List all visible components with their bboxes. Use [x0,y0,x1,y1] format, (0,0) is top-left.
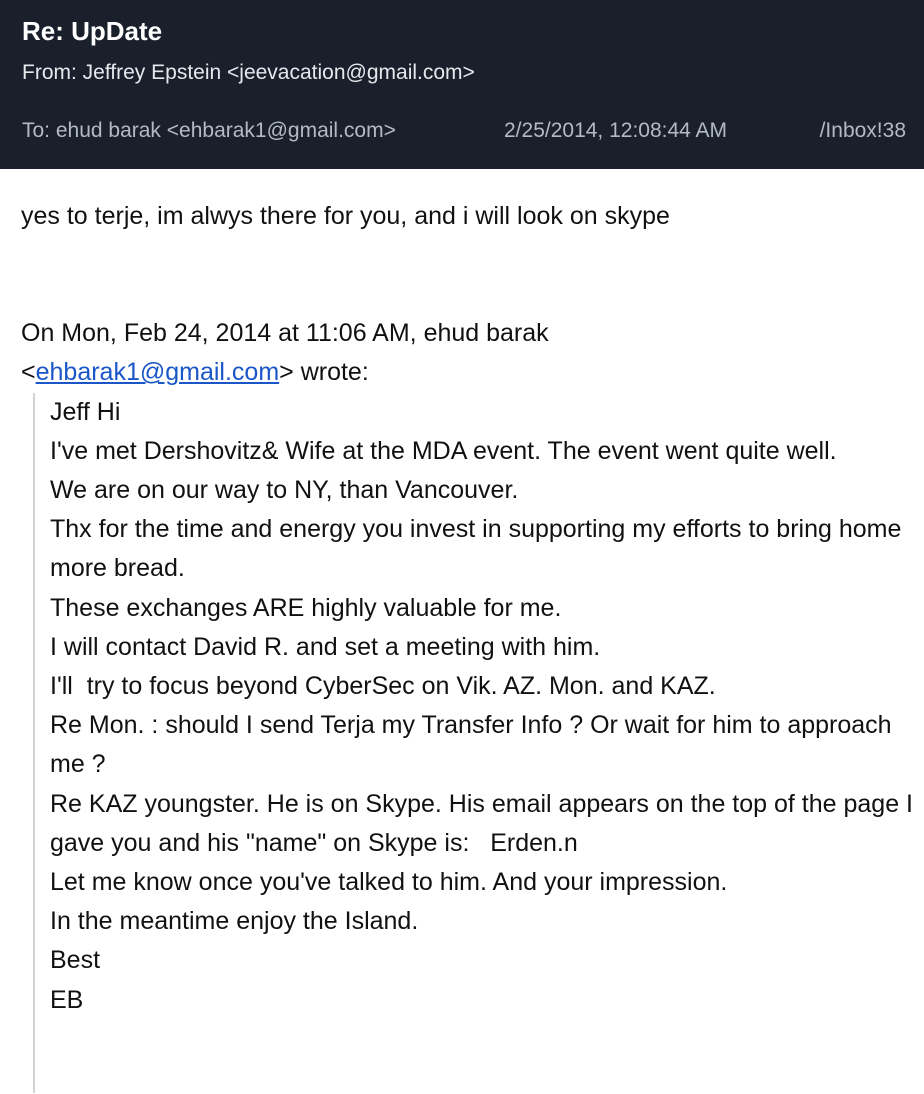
quoted-line: These exchanges ARE highly valuable for me. [50,593,562,622]
from-line: From: Jeffrey Epstein <jeevacation@gmail.com> [22,61,475,84]
quoted-line: Re Mon. : should I send Terja my Transfer Info ? Or wait for him to approach me ? [50,711,899,779]
quoted-line: Jeff Hi [50,397,121,426]
quoted-line: We are on our way to NY, than Vancouver. [50,476,519,505]
attribution-lt: < [21,358,36,387]
date-stamp: 2/25/2014, 12:08:44 AM [504,119,728,142]
quoted-line: In the meantime enjoy the Island. [50,907,419,936]
attribution-suffix: > wrote: [279,358,369,387]
quoted-line: EB [50,985,84,1014]
message-body [0,169,924,1093]
attribution-email-link[interactable]: ehbarak1@gmail.com [35,358,280,387]
quote-attribution [21,314,924,392]
meta-row [22,116,906,146]
subject-line: Re: UpDate [22,16,163,46]
to-line: To: ehud barak <ehbarak1@gmail.com> [22,119,396,142]
quoted-line: I've met Dershovitz& Wife at the MDA event. The event went quite well. [50,436,837,465]
spacer [21,236,924,314]
reply-text: yes to terje, im alwys there for you, and i will look on skype [21,202,670,230]
quoted-message [33,393,924,1093]
attribution-prefix: On Mon, Feb 24, 2014 at 11:06 AM, ehud barak [21,319,549,348]
quoted-line: I will contact David R. and set a meeting with him. [50,632,601,661]
quoted-line: Let me know once you've talked to him. And your impression. [50,868,728,897]
quoted-line: I'll try to focus beyond CyberSec on Vik. AZ. Mon. and KAZ. [50,672,716,701]
quoted-line: Re KAZ youngster. He is on Skype. His email appears on the top of the page I gave you and his "name" on Skype is: Erden.n [50,789,920,857]
quoted-line: Thx for the time and energy you invest in supporting my efforts to bring home more bread. [50,515,909,583]
quoted-line: Best [50,946,101,975]
message-header [0,0,924,169]
folder-label[interactable]: /Inbox!38 [819,119,906,142]
